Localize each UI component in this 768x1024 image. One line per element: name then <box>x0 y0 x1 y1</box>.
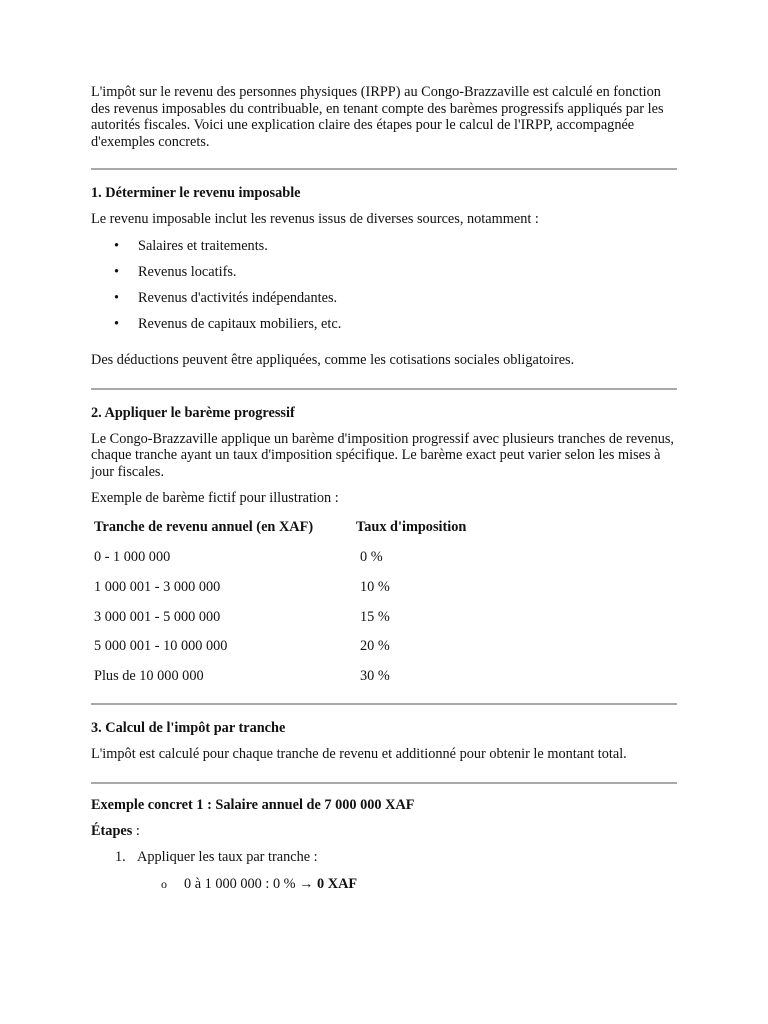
table-header-cell: Tranche de revenu annuel (en XAF) <box>94 518 314 535</box>
example-1-etapes: Étapes : <box>91 823 140 840</box>
section-2-example-lead: Exemple de barème fictif pour illustration : <box>91 490 339 507</box>
bullet-icon: • <box>114 263 120 280</box>
tax-bracket-table <box>91 519 511 691</box>
list-item: • Salaires et traitements. <box>114 237 268 254</box>
bullet-icon: • <box>114 289 120 306</box>
table-row <box>91 543 511 573</box>
substep-result: 0 XAF <box>317 875 358 892</box>
section-1-heading: 1. Déterminer le revenu imposable <box>91 185 301 202</box>
step-number: 1. <box>115 848 126 865</box>
etapes-label: Étapes <box>91 823 133 840</box>
example-1-substeps <box>91 876 677 893</box>
table-cell: Plus de 10 000 000 <box>94 667 204 684</box>
table-header-row <box>91 519 511 543</box>
table-cell: 20 % <box>360 638 390 655</box>
table-cell: 1 000 001 - 3 000 000 <box>94 579 221 596</box>
separator <box>91 703 677 705</box>
arrow-icon: → <box>299 875 314 892</box>
separator <box>91 388 677 390</box>
list-item <box>91 876 677 893</box>
list-item: • Revenus locatifs. <box>114 263 237 280</box>
table-cell: 0 - 1 000 000 <box>94 549 171 566</box>
example-1-steps <box>91 849 677 876</box>
list-item: • Revenus d'activités indépendantes. <box>114 289 338 306</box>
step-text: Appliquer les taux par tranche : <box>137 848 318 865</box>
bullet-icon: • <box>114 315 120 332</box>
table-row <box>91 661 511 691</box>
section-3-body: L'impôt est calculé pour chaque tranche de revenu et additionné pour obtenir le montant total. <box>91 745 627 762</box>
section-1-note: Des déductions peuvent être appliquées, comme les cotisations sociales obligatoires. <box>91 351 575 368</box>
bullet-icon: • <box>114 237 120 254</box>
separator <box>91 782 677 784</box>
section-3-heading: 3. Calcul de l'impôt par tranche <box>91 719 286 736</box>
document-content <box>91 84 677 892</box>
table-cell: 30 % <box>360 667 390 684</box>
intro-paragraph: L'impôt sur le revenu des personnes physiques (IRPP) au Congo-Brazzaville est calculé en fonction des revenus imposables du contribuable, en tenant compte des barèmes progressifs appliqués par les autorités fiscales. Voici une explication claire des étapes pour le calcul de l'IRPP, accompagnée d'exemples concrets. <box>91 84 664 150</box>
section-2-heading: 2. Appliquer le barème progressif <box>91 404 295 421</box>
table-header-cell: Taux d'imposition <box>356 518 467 535</box>
section-2-body: Le Congo-Brazzaville applique un barème d'imposition progressif avec plusieurs tranches de revenus, chaque tranche ayant un taux d'imposition spécifique. Le barème exact peut varier selon les mises à jour fiscales. <box>91 430 675 480</box>
table-cell: 5 000 001 - 10 000 000 <box>94 638 228 655</box>
separator <box>91 168 677 170</box>
table-cell: 0 % <box>360 549 383 566</box>
list-item <box>91 849 677 876</box>
circle-bullet-icon: o <box>161 876 167 891</box>
table-row <box>91 632 511 662</box>
income-sources-list <box>91 238 677 342</box>
substep-text: 0 à 1 000 000 : 0 % <box>184 875 300 892</box>
table-cell: 10 % <box>360 579 390 596</box>
table-row <box>91 602 511 632</box>
section-1-lead: Le revenu imposable inclut les revenus issus de diverses sources, notamment : <box>91 211 539 228</box>
example-1-title: Exemple concret 1 : Salaire annuel de 7 000 000 XAF <box>91 796 415 813</box>
table-cell: 15 % <box>360 608 390 625</box>
list-item: • Revenus de capitaux mobiliers, etc. <box>114 315 342 332</box>
table-row <box>91 573 511 603</box>
table-cell: 3 000 001 - 5 000 000 <box>94 608 221 625</box>
